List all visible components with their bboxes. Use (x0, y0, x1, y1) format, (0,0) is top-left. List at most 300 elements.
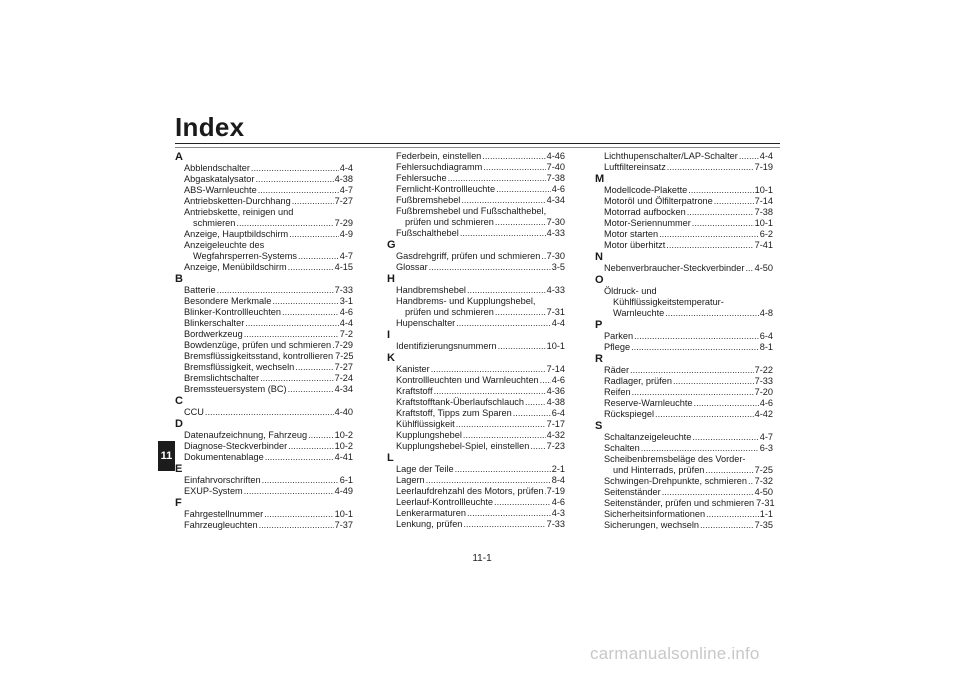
index-entry-text: Motor überhitzt (604, 240, 666, 250)
index-entry (595, 196, 773, 207)
index-entry-page: 7-25 (754, 465, 773, 475)
index-entry-page: 4-6 (339, 307, 353, 317)
index-entry-text: Handbremshebel (396, 285, 466, 295)
index-entry-page: 6-4 (759, 331, 773, 341)
dot-leader (434, 386, 546, 397)
index-entry-page: 7-31 (546, 307, 565, 317)
index-entry-page: 4-4 (759, 151, 773, 161)
dot-leader (662, 487, 754, 498)
index-entry-page: 4-32 (546, 430, 565, 440)
index-entry-page: 4-50 (754, 263, 773, 273)
index-entry-text: Federbein, einstellen (396, 151, 482, 161)
index-entry-text: Reifen (604, 387, 631, 397)
index-entry-text: Fußbremshebel und Fußschalthebel, (396, 206, 547, 216)
index-entry-text: Schaltanzeigeleuchte (604, 432, 692, 442)
index-entry (175, 218, 353, 229)
dot-leader (282, 307, 339, 318)
dot-leader (634, 331, 759, 342)
dot-leader (706, 509, 759, 520)
index-letter: C (175, 395, 183, 407)
index-entry-text: Motoröl und Ölfilterpatrone (604, 196, 713, 206)
index-entry-text: Wegfahrsperren-Systems (193, 251, 297, 261)
title-rule (175, 143, 780, 144)
index-entry-text: Batterie (184, 285, 216, 295)
index-entry-page: 7-37 (334, 520, 353, 530)
index-entry-text: Anzeige, Menübildschirm (184, 262, 287, 272)
dot-leader (265, 452, 334, 463)
index-entry-page: 7-14 (754, 196, 773, 206)
index-entry (387, 341, 565, 352)
index-entry-page: 7-38 (546, 173, 565, 183)
dot-leader (463, 430, 546, 441)
index-entry (175, 185, 353, 196)
index-entry-text: Schalten (604, 443, 640, 453)
index-entry-text: Öldruck- und (604, 286, 657, 296)
index-entry-page: 7-33 (546, 519, 565, 529)
index-entry-text: Glossar (396, 262, 428, 272)
chapter-tab: 11 (158, 441, 175, 471)
dot-leader (288, 384, 334, 395)
index-entry (387, 464, 565, 475)
index-entry-page: 7-40 (546, 162, 565, 172)
index-entry-page: 7-38 (754, 207, 773, 217)
dot-leader (236, 218, 333, 229)
dot-leader (264, 509, 333, 520)
index-entry-page: 8-1 (759, 342, 773, 352)
dot-leader (258, 185, 339, 196)
index-entry-text: Fußschalthebel (396, 228, 459, 238)
index-entry-text: Blinkerschalter (184, 318, 245, 328)
index-entry-text: Leerlaufdrehzahl des Motors, prüfen (396, 486, 544, 496)
index-entry-text: Antriebskette, reinigen und (184, 207, 294, 217)
dot-leader (540, 375, 551, 386)
index-entry (387, 408, 565, 419)
dot-leader (745, 263, 753, 274)
index-entry-text: Anzeige, Hauptbildschirm (184, 229, 289, 239)
index-entry-text: Bowdenzüge, prüfen und schmieren (184, 340, 332, 350)
dot-leader (545, 486, 546, 497)
dot-leader (255, 174, 333, 185)
page-number: 11-1 (472, 553, 492, 564)
index-entry-text: Kraftstofftank-Überlaufschlauch (396, 397, 525, 407)
index-entry (175, 251, 353, 262)
index-entry-text: Kanister (396, 364, 430, 374)
index-entry-page: 4-4 (339, 318, 353, 328)
index-letter: O (595, 274, 604, 286)
index-entry (175, 163, 353, 174)
index-entry-page: 10-2 (334, 430, 353, 440)
dot-leader (739, 151, 759, 162)
index-entry-page: 4-42 (754, 409, 773, 419)
dot-leader (482, 151, 545, 162)
dot-leader (694, 398, 759, 409)
index-entry (175, 407, 353, 418)
dot-leader (463, 519, 545, 530)
index-entry (387, 307, 565, 318)
index-entry-text: Blinker-Kontrollleuchten (184, 307, 282, 317)
index-entry-text: Scheibenbremsbeläge des Vorder- (604, 454, 746, 464)
index-entry (175, 296, 353, 307)
index-entry (595, 520, 773, 531)
index-entry (175, 486, 353, 497)
index-entry-page: 4-46 (546, 151, 565, 161)
dot-leader (456, 419, 546, 430)
index-letter: A (175, 151, 183, 163)
index-entry (175, 318, 353, 329)
dot-leader (641, 443, 759, 454)
index-entry-text: Radlager, prüfen (604, 376, 672, 386)
index-entry (387, 184, 565, 195)
index-entry-page: 7-29 (334, 340, 353, 350)
index-entry (175, 475, 353, 486)
dot-leader (673, 376, 754, 387)
index-entry-text: Datenaufzeichnung, Fahrzeug (184, 430, 308, 440)
index-letter: G (387, 239, 396, 251)
dot-leader (692, 218, 754, 229)
index-entry-page: 4-3 (551, 508, 565, 518)
dot-leader (495, 217, 546, 228)
index-entry-page: 7-2 (339, 329, 353, 339)
index-entry (387, 217, 565, 228)
index-entry-page: 4-4 (339, 163, 353, 173)
index-entry-text: Sicherungen, wechseln (604, 520, 699, 530)
index-entry-page: 4-36 (546, 386, 565, 396)
index-entry (175, 262, 353, 273)
index-entry-page: 7-20 (754, 387, 773, 397)
index-entry (595, 162, 773, 173)
dot-leader (630, 365, 754, 376)
index-letter: M (595, 173, 605, 185)
dot-leader (448, 173, 546, 184)
index-entry-text: Bremslichtschalter (184, 373, 260, 383)
index-entry-text: prüfen und schmieren (405, 217, 494, 227)
dot-leader (700, 520, 754, 531)
index-entry (595, 218, 773, 229)
index-entry-page: 7-19 (754, 162, 773, 172)
dot-leader (495, 307, 546, 318)
dot-leader (429, 262, 551, 273)
index-entry-page: 6-3 (759, 443, 773, 453)
index-letter: H (387, 273, 395, 285)
index-entry (595, 365, 773, 376)
dot-leader (665, 308, 758, 319)
index-entry-page: 4-6 (759, 398, 773, 408)
index-entry-text: prüfen und schmieren (405, 307, 494, 317)
index-entry-text: ABS-Warnleuchte (184, 185, 257, 195)
dot-leader (467, 508, 551, 519)
dot-leader (292, 196, 334, 207)
index-entry-page: 4-7 (759, 432, 773, 442)
index-entry (387, 251, 565, 262)
index-entry-page: 3-5 (551, 262, 565, 272)
index-entry-page: 4-34 (334, 384, 353, 394)
index-entry-text: und Hinterrads, prüfen (613, 465, 705, 475)
dot-leader (272, 296, 338, 307)
index-entry-page: 7-33 (754, 376, 773, 386)
index-entry-text: Modellcode-Plakette (604, 185, 688, 195)
index-entry-text: Rückspiegel (604, 409, 655, 419)
index-entry-text: Kühlflüssigkeitstemperatur- (613, 297, 724, 307)
index-entry (175, 452, 353, 463)
index-entry (595, 465, 773, 476)
index-entry-page: 7-22 (754, 365, 773, 375)
index-entry (595, 342, 773, 353)
index-entry-text: schmieren (193, 218, 236, 228)
index-entry-page: 7-35 (754, 520, 773, 530)
index-entry-text: Fehlersuchdiagramm (396, 162, 483, 172)
index-entry-page: 4-38 (546, 397, 565, 407)
index-entry-page: 8-4 (551, 475, 565, 485)
index-entry (387, 475, 565, 486)
index-entry (595, 443, 773, 454)
dot-leader (687, 207, 754, 218)
dot-leader (632, 387, 754, 398)
index-entry-page: 4-6 (551, 497, 565, 507)
dot-leader (308, 430, 334, 441)
index-entry-page: 4-8 (759, 308, 773, 318)
index-entry-text: Dokumentenablage (184, 452, 264, 462)
dot-leader (461, 195, 545, 206)
dot-leader (655, 409, 754, 420)
index-entry (175, 384, 353, 395)
dot-leader (288, 262, 334, 273)
index-entry (387, 397, 565, 408)
index-entry-page: 7-19 (546, 486, 565, 496)
index-letter: R (595, 353, 603, 365)
dot-leader (244, 329, 339, 340)
index-entry-text: Schwingen-Drehpunkte, schmieren (604, 476, 747, 486)
dot-leader (692, 432, 758, 443)
index-column-2 (387, 151, 565, 530)
index-entry (387, 318, 565, 329)
index-entry-text: Kupplungshebel (396, 430, 462, 440)
index-entry-text: Abgaskatalysator (184, 174, 255, 184)
index-entry-page: 4-50 (754, 487, 773, 497)
index-entry (175, 340, 353, 351)
index-entry (175, 430, 353, 441)
dot-leader (217, 285, 334, 296)
dot-leader (530, 441, 545, 452)
index-entry-text: Anzeigeleuchte des (184, 240, 265, 250)
index-entry-text: Diagnose-Steckverbinder (184, 441, 288, 451)
index-entry-text: Identifizierungsnummern (396, 341, 497, 351)
index-entry (595, 432, 773, 443)
dot-leader (288, 441, 333, 452)
index-entry-text: Motorrad aufbocken (604, 207, 686, 217)
index-entry (595, 151, 773, 162)
index-entry (175, 509, 353, 520)
dot-leader (251, 163, 339, 174)
index-letter: I (387, 329, 391, 341)
index-entry (387, 173, 565, 184)
index-entry-page: 7-30 (546, 251, 565, 261)
index-entry-text: Leerlauf-Kontrollleuchte (396, 497, 494, 507)
index-entry-text: Seitenständer, prüfen und schmieren (604, 498, 755, 508)
index-entry-page: 4-49 (334, 486, 353, 496)
index-entry-page: 7-27 (334, 362, 353, 372)
index-entry (387, 375, 565, 386)
dot-leader (496, 184, 551, 195)
index-entry (595, 308, 773, 319)
index-entry-text: Kontrollleuchten und Warnleuchten (396, 375, 539, 385)
dot-leader (525, 397, 546, 408)
dot-leader (431, 364, 546, 375)
index-letter: N (595, 251, 603, 263)
index-entry (595, 409, 773, 420)
index-entry-page: 7-27 (334, 196, 353, 206)
index-entry-page: 4-4 (551, 318, 565, 328)
index-entry (595, 498, 773, 509)
index-entry (595, 240, 773, 251)
dot-leader (259, 520, 334, 531)
index-letter: L (387, 452, 394, 464)
page-title: Index (175, 112, 245, 142)
dot-leader (659, 229, 759, 240)
title-rule-thin (175, 147, 780, 148)
index-entry-page: 10-1 (754, 218, 773, 228)
index-entry (387, 386, 565, 397)
index-entry (595, 229, 773, 240)
index-entry-page: 4-40 (334, 407, 353, 417)
index-letter: D (175, 418, 183, 430)
index-entry (175, 307, 353, 318)
index-entry-text: Handbrems- und Kupplungshebel, (396, 296, 536, 306)
index-entry-page: 7-24 (334, 373, 353, 383)
index-entry-text: Bordwerkzeug (184, 329, 243, 339)
index-entry (387, 285, 565, 296)
dot-leader (205, 407, 334, 418)
index-entry (175, 229, 353, 240)
index-entry (175, 373, 353, 384)
index-entry-text: Motor starten (604, 229, 659, 239)
index-entry-text: Bremssteuersystem (BC) (184, 384, 287, 394)
index-entry-page: 2-1 (551, 464, 565, 474)
index-entry (387, 195, 565, 206)
index-entry (595, 509, 773, 520)
index-entry (595, 487, 773, 498)
index-entry-page: 7-23 (546, 441, 565, 451)
dot-leader (666, 240, 753, 251)
index-entry-text: Luftfiltereinsatz (604, 162, 666, 172)
dot-leader (298, 251, 339, 262)
index-entry-text: Parken (604, 331, 634, 341)
index-entry-page: 7-32 (754, 476, 773, 486)
index-entry-page: 10-1 (334, 509, 353, 519)
index-entry (595, 207, 773, 218)
index-entry-text: Fernlicht-Kontrollleuchte (396, 184, 496, 194)
index-entry-page: 4-34 (546, 195, 565, 205)
index-entry (175, 520, 353, 531)
index-entry-text: Pflege (604, 342, 631, 352)
index-entry-text: Kraftstoff, Tipps zum Sparen (396, 408, 512, 418)
index-entry (387, 430, 565, 441)
index-entry-text: Motor-Seriennummer (604, 218, 691, 228)
dot-leader (289, 229, 339, 240)
dot-leader (332, 340, 334, 351)
index-entry (387, 419, 565, 430)
index-entry-page: 4-7 (339, 185, 353, 195)
index-entry-page: 7-29 (334, 218, 353, 228)
index-entry (387, 228, 565, 239)
index-entry (175, 441, 353, 452)
index-entry-page: 7-41 (754, 240, 773, 250)
index-entry-page: 7-31 (756, 498, 775, 508)
dot-leader (426, 475, 551, 486)
index-entry (175, 285, 353, 296)
index-entry-page: 4-33 (546, 228, 565, 238)
index-entry (175, 362, 353, 373)
dot-leader (494, 497, 551, 508)
index-entry (387, 486, 565, 497)
index-entry (175, 174, 353, 185)
index-entry-page: 7-25 (335, 351, 354, 361)
index-entry-page: 4-15 (334, 262, 353, 272)
index-entry-text: Lagern (396, 475, 425, 485)
index-entry (595, 387, 773, 398)
index-entry-page: 7-17 (546, 419, 565, 429)
index-entry-text: Fahrgestellnummer (184, 509, 264, 519)
index-entry-text: Fehlersuche (396, 173, 447, 183)
index-entry-page: 1-1 (759, 509, 773, 519)
index-entry (387, 441, 565, 452)
dot-leader (513, 408, 551, 419)
dot-leader (631, 342, 759, 353)
index-entry (387, 508, 565, 519)
index-entry-page: 6-2 (759, 229, 773, 239)
index-entry-page: 4-7 (339, 251, 353, 261)
dot-leader (748, 476, 754, 487)
index-entry (595, 263, 773, 274)
dot-leader (667, 162, 754, 173)
index-entry-text: Fahrzeugleuchten (184, 520, 258, 530)
index-entry-text: Hupenschalter (396, 318, 456, 328)
index-entry (595, 185, 773, 196)
dot-leader (245, 318, 338, 329)
index-entry-text: Lenkerarmaturen (396, 508, 466, 518)
index-entry (595, 398, 773, 409)
index-entry-text: Seitenständer (604, 487, 661, 497)
dot-leader (688, 185, 753, 196)
index-column-1 (175, 151, 353, 531)
index-entry-text: Bremsflüssigkeitsstand, kontrollieren (184, 351, 334, 361)
dot-leader (483, 162, 545, 173)
dot-leader (467, 285, 546, 296)
dot-leader (460, 228, 546, 239)
index-entry-text: Kupplungshebel-Spiel, einstellen (396, 441, 530, 451)
dot-leader (262, 475, 339, 486)
index-entry (595, 376, 773, 387)
index-entry-text: Fußbremshebel (396, 195, 461, 205)
index-entry-page: 10-1 (546, 341, 565, 351)
index-letter: E (175, 463, 183, 475)
index-entry-text: Kraftstoff (396, 386, 433, 396)
index-letter: B (175, 273, 183, 285)
index-entry-page: 3-1 (339, 296, 353, 306)
index-entry-text: Sicherheitsinformationen (604, 509, 706, 519)
index-entry-page: 6-4 (551, 408, 565, 418)
index-entry-text: EXUP-System (184, 486, 243, 496)
index-entry (175, 196, 353, 207)
index-entry-page: 6-1 (339, 475, 353, 485)
index-entry-text: CCU (184, 407, 204, 417)
index-column-3 (595, 151, 773, 531)
index-entry-page: 10-1 (754, 185, 773, 195)
index-entry-text: Nebenverbraucher-Steckverbinder (604, 263, 745, 273)
dot-leader (295, 362, 333, 373)
index-entry (175, 329, 353, 340)
index-entry-page: 4-33 (546, 285, 565, 295)
index-entry-text: Einfahrvorschriften (184, 475, 261, 485)
